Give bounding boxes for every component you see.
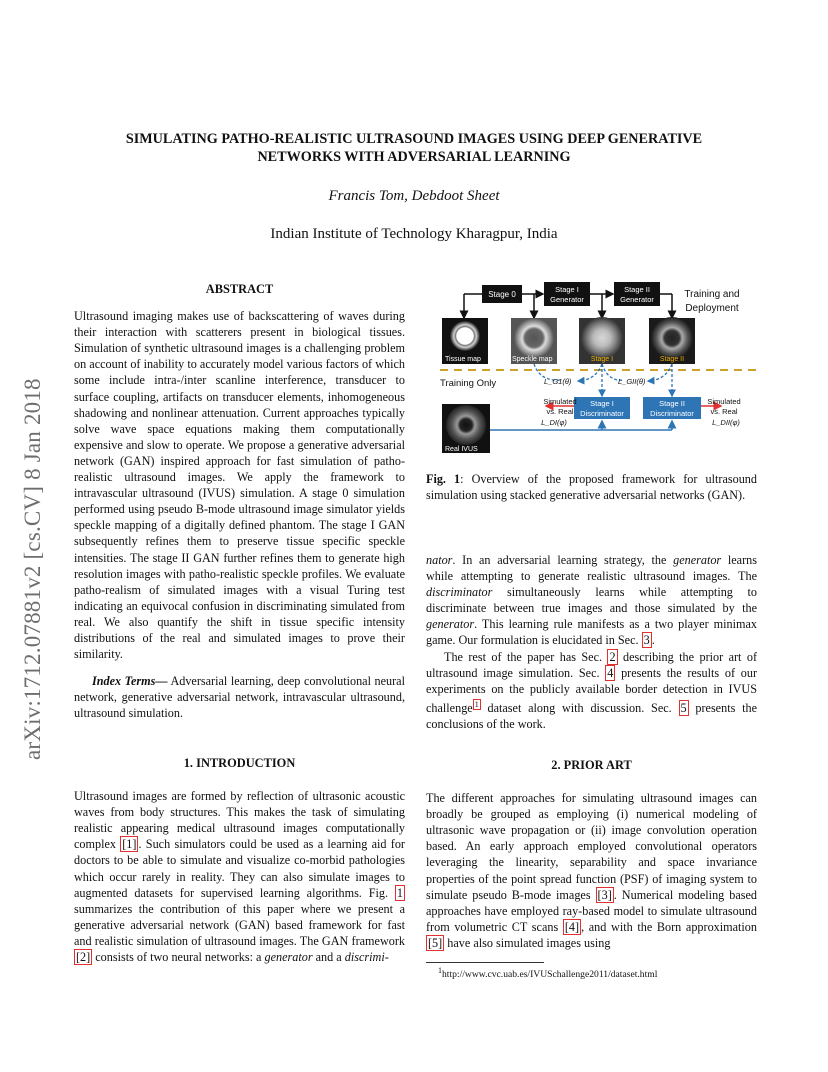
stage1-generator-label: Stage I xyxy=(555,285,579,294)
training-only-label: Training Only xyxy=(440,378,497,389)
introduction-text xyxy=(74,788,405,965)
stage1-image-label: Stage I xyxy=(590,356,614,363)
intro-text: . xyxy=(651,633,655,648)
intro-text: . In an adversarial learning strategy, the xyxy=(452,553,674,567)
introduction-section xyxy=(74,755,405,965)
outline-text: describing the prior art of ultrasound image simulation. Sec. xyxy=(426,649,757,680)
index-terms xyxy=(74,673,405,721)
abstract-section xyxy=(74,281,405,721)
stage1-generator-label: Generator xyxy=(550,295,584,304)
stage1-discriminator-label: Stage I xyxy=(590,399,614,408)
citation-link[interactable]: [5] xyxy=(428,935,443,950)
figure-link[interactable]: 1 xyxy=(396,885,403,900)
caption-text: : Overview of the proposed framework for ultrasound simulation using stacked generative adversarial networks (GAN). xyxy=(426,472,757,503)
intro-continued-paragraph xyxy=(426,552,757,649)
stage2-image-label: Stage II xyxy=(659,356,685,363)
index-terms-text: Adversarial learning, deep convolutional neural network, generative adversarial network, intravascular ultrasound, ultrasound simulation. xyxy=(74,674,405,721)
section-link[interactable]: 3 xyxy=(643,633,650,648)
figure-1-caption xyxy=(426,471,757,503)
training-deployment-label: Deployment xyxy=(685,303,739,314)
loss-g2-label: L_GII(θ) xyxy=(618,377,646,386)
sim-vs-real-left-label: vs. Real xyxy=(546,407,574,416)
introduction-heading: 1. INTRODUCTION xyxy=(183,756,296,770)
stage2-generator-label: Generator xyxy=(620,295,654,304)
intro-text: simultaneously learns while attempting to discriminate between true images and those simulated by the xyxy=(426,585,757,616)
figure-1-diagram xyxy=(436,280,758,455)
footnote-url: http://www.cvc.uab.es/IVUSchallenge2011/dataset.html xyxy=(442,969,658,981)
loss-g1-label: L_G1(θ) xyxy=(544,377,572,386)
stage1-discriminator-label: Discriminator xyxy=(580,409,624,418)
intro-emphasis: nator xyxy=(426,553,453,567)
outline-paragraph xyxy=(426,649,757,733)
authors: Francis Tom, Debdoot Sheet xyxy=(328,188,500,204)
stage2-generator-label: Stage II xyxy=(624,285,650,294)
outline-text: presents the results of our experiments on the publicly available border detection in IVUS challenge xyxy=(426,665,757,715)
prior-art-text xyxy=(426,790,757,951)
intro-text-1: Ultrasound images are formed by reflection of ultrasonic acoustic waves from body structures. This makes the task of simulating realistic appearing medical ultrasound images computationally complex xyxy=(74,789,405,852)
citation-link[interactable]: [4] xyxy=(564,919,580,934)
prior-text: . Numerical modeling based approaches have employed ray-based model to simulate ultrasound from volumetric CT scans xyxy=(426,887,757,934)
intro-emphasis: discrimi- xyxy=(344,950,389,965)
intro-text-2: . Such simulators could be used as a learning aid for doctors to be able to simulate and visualize co-morbid pathologies which occur rarely in reality. They can also simulate images to augmented datasets for supervised learning algorithms. Fig. xyxy=(74,837,405,900)
intro-emphasis: discriminator xyxy=(426,585,493,600)
real-ivus-label: Real IVUS xyxy=(445,446,478,453)
prior-text: have also simulated images using xyxy=(444,935,611,950)
speckle-map-label: Speckle map xyxy=(512,356,553,363)
prior-text: The different approaches for simulating ultrasound images can broadly be grouped as employing (i) numerical modeling of ultrasonic wave propagation or (ii) image convolution operation based. An early approach employed convolutional operators leveraging the linearity, separability and space invariance properties of the point spread function (PSF) of imaging system to simulate pseudo B-mode images xyxy=(426,791,757,902)
title-line-1: SIMULATING PATHO-REALISTIC ULTRASOUND IMAGES USING DEEP GENERATIVE xyxy=(125,131,703,147)
footnote-mark: 1 xyxy=(438,966,442,975)
intro-text-3: summarizes the contribution of this paper where we present a generative adversarial network (GAN) based framework for fast and realistic simulation of ultrasound images. The GAN framework xyxy=(74,901,405,948)
outline-text: The rest of the paper has Sec. xyxy=(444,649,608,664)
intro-emphasis: generator xyxy=(264,950,313,965)
section-link[interactable]: 2 xyxy=(609,649,616,664)
footnote-rule xyxy=(426,962,544,963)
sim-vs-real-left-label: Simulated xyxy=(543,397,577,406)
affiliation: Indian Institute of Technology Kharagpur, India xyxy=(270,226,558,242)
outline-text: dataset along with discussion. Sec. xyxy=(480,700,679,715)
intro-text: . This learning rule manifests as a two player minimax game. Our formulation is elucidated in Sec. xyxy=(426,617,757,648)
prior-art-section xyxy=(426,757,757,951)
sim-vs-real-right-label: vs. Real xyxy=(710,407,738,416)
introduction-continued xyxy=(426,552,757,732)
title-line-2: NETWORKS WITH ADVERSARIAL LEARNING xyxy=(257,149,571,165)
stage0-label: Stage 0 xyxy=(488,290,516,299)
intro-emphasis: generator xyxy=(426,617,475,632)
sim-vs-real-right-label: Simulated xyxy=(707,397,741,406)
loss-d2-label: L_DII(φ) xyxy=(712,418,740,427)
footnote xyxy=(438,966,657,980)
section-link[interactable]: 5 xyxy=(680,700,687,715)
section-link[interactable]: 4 xyxy=(607,665,614,680)
stage2-discriminator-label: Discriminator xyxy=(650,409,694,418)
intro-text: learns while attempting to generate realistic ultrasound images. The xyxy=(426,553,757,584)
prior-text: , and with the Born approximation xyxy=(581,919,757,934)
citation-link[interactable]: [2] xyxy=(76,950,91,965)
arxiv-identifier: arXiv:1712.07881v2 [cs.CV] 8 Jan 2018 xyxy=(20,378,45,760)
paper-title xyxy=(60,130,768,166)
caption-label: Fig. 1 xyxy=(426,472,461,486)
index-terms-label: Index Terms— xyxy=(92,674,168,689)
citation-link[interactable]: [1] xyxy=(122,837,137,852)
footnote-link[interactable]: 1 xyxy=(474,699,479,709)
intro-emphasis: generator xyxy=(673,553,722,567)
abstract-heading: ABSTRACT xyxy=(205,282,274,296)
citation-link[interactable]: [3] xyxy=(597,887,612,902)
tissue-map-label: Tissue map xyxy=(445,356,481,363)
abstract-text: Ultrasound imaging makes use of backscattering of waves during their interaction with scatterers present in biological tissues. Simulation of synthetic ultrasound images is a challenging problem on account of inability to accurately model various factors of which some include intra-/inter scanline interference, transducer to surface coupling, artifacts on transducer elements, inhomogeneous shadowing and nonlinear attenuation. Current approaches typically solve wave space equations making them computationally expensive and slow to operate. We propose a generative adversarial network (GAN) inspired approach for fast simulation of patho-realistic ultrasound images. We apply the framework to intravascular ultrasound (IVUS) simulation. A stage 0 simulation performed using pseudo B-mode ultrasound image simulator yields speckle mapping of a digitally defined phantom. The stage I GAN subsequently refines them to preserve tissue specific speckle intensities. The stage II GAN further refines them to generate high resolution images with patho-realistic speckle profiles. We evaluate patho-realism of simulated images with a visual Turing test indicating an equivocal confusion in discriminating simulated from real. We also quantify the shift in tissue specific intensity distributions of the real and simulated images to prove their similarity. xyxy=(74,309,405,662)
prior-art-heading: 2. PRIOR ART xyxy=(551,758,632,772)
outline-text: presents the conclusions of the work. xyxy=(426,700,757,731)
loss-d1-label: L_DI(φ) xyxy=(541,418,567,427)
training-deployment-label: Training and xyxy=(684,289,740,300)
intro-text-5: and a xyxy=(312,950,345,965)
intro-text-4: consists of two neural networks: a xyxy=(92,950,265,965)
stage2-discriminator-label: Stage II xyxy=(659,399,685,408)
